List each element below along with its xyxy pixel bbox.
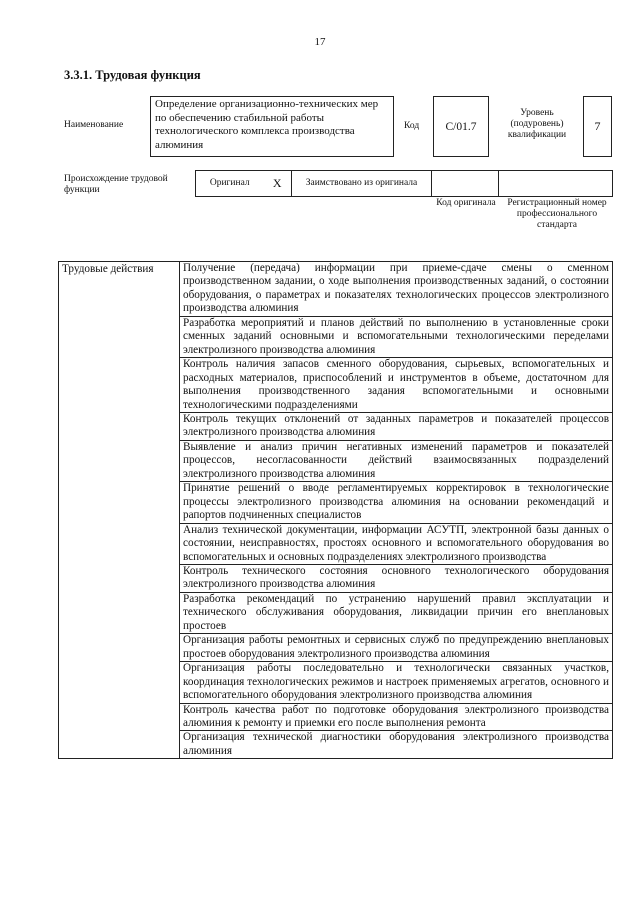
labor-action-item: Контроль качества работ по подготовке оборудования электролизного производства алюминия к ремонту и приемки его после выполнения ремонта [180,703,613,731]
origin-table [195,170,613,197]
page-number: 17 [314,36,326,48]
table-row [59,262,613,317]
function-code-value: С/01.7 [433,96,489,157]
labor-action-item: Организация работы ремонтных и сервисных служб по предупреждению внеплановых простоев оборудования электролизного производства алюминия [180,634,613,662]
labor-actions-table [58,261,613,759]
labor-action-item: Выявление и анализ причин негативных изменений параметров и показателей процессов, несогласованности действий взаимосвязанных подразделений электролизного производства алюминия [180,440,613,481]
labor-action-item: Контроль наличия запасов сменного оборудования, сырьевых, вспомогательных и расходных материалов, приспособлений и инструментов в объеме, достаточном для выполнения производственного задания вспомогательными и основными технологическими подразделениями [180,358,613,413]
section-heading: 3.3.1. Трудовая функция [64,68,201,82]
qualification-level-value: 7 [583,96,612,157]
qualification-level-label: Уровень (подуровень) квалификации [507,108,567,140]
code-label: Код [404,121,420,131]
labor-action-item: Контроль технического состояния основного технологического оборудования электролизного производства алюминия [180,564,613,592]
original-code-caption: Код оригинала [436,198,496,208]
labor-action-item: Организация технической диагностики оборудования электролизного производства алюминия [180,731,613,759]
labor-action-item: Принятие решений о вводе регламентируемых корректировок в технологические процессы электролизного производства алюминия на основании рекомендаций и рапортов подчиненных специалистов [180,482,613,523]
name-label: Наименование [64,120,124,130]
borrowed-label: Заимствовано из оригинала [292,171,432,197]
labor-actions-header: Трудовые действия [59,262,180,759]
registration-number-caption: Регистрационный номер профессионального стандарта [507,198,607,230]
original-code-cell [432,171,499,197]
function-name-value: Определение организационно-технических мер по обеспечению стабильной работы технологического комплекса производства алюминия [150,96,394,157]
registration-number-cell [499,171,613,197]
labor-action-item: Организация работы последовательно и технологически связанных участков, координация технологических режимов и настроек применяемых агрегатов, основного и вспомогательного оборудования электролизного производства алюминия [180,662,613,703]
labor-action-item: Получение (передача) информации при приеме-сдаче смены о сменном производственном задании, о ходе выполнения производственных заданий, о состоянии оборудования, о параметрах и показателях технологических процессов электролизного производства алюминия [180,262,613,317]
labor-action-item: Разработка рекомендаций по устранению нарушений правил эксплуатации и технического обслуживания оборудования, ликвидации причин его внеплановых простоев [180,592,613,633]
labor-action-item: Анализ технической документации, информации АСУТП, электронной базы данных о состоянии, неисправностях, простоях основного и вспомогательного оборудования во вспомогательных и основных подразделениях электролизного производства [180,523,613,564]
origin-label: Происхождение трудовой функции [64,174,168,195]
original-mark: X [264,171,292,197]
labor-action-item: Контроль текущих отклонений от заданных параметров и показателей процессов электролизного производства алюминия [180,412,613,440]
original-label: Оригинал [196,171,264,197]
labor-action-item: Разработка мероприятий и планов действий по выполнению в установленные сроки сменных заданий основными и вспомогательными технологическими переделами электролизного производства алюминия [180,316,613,357]
